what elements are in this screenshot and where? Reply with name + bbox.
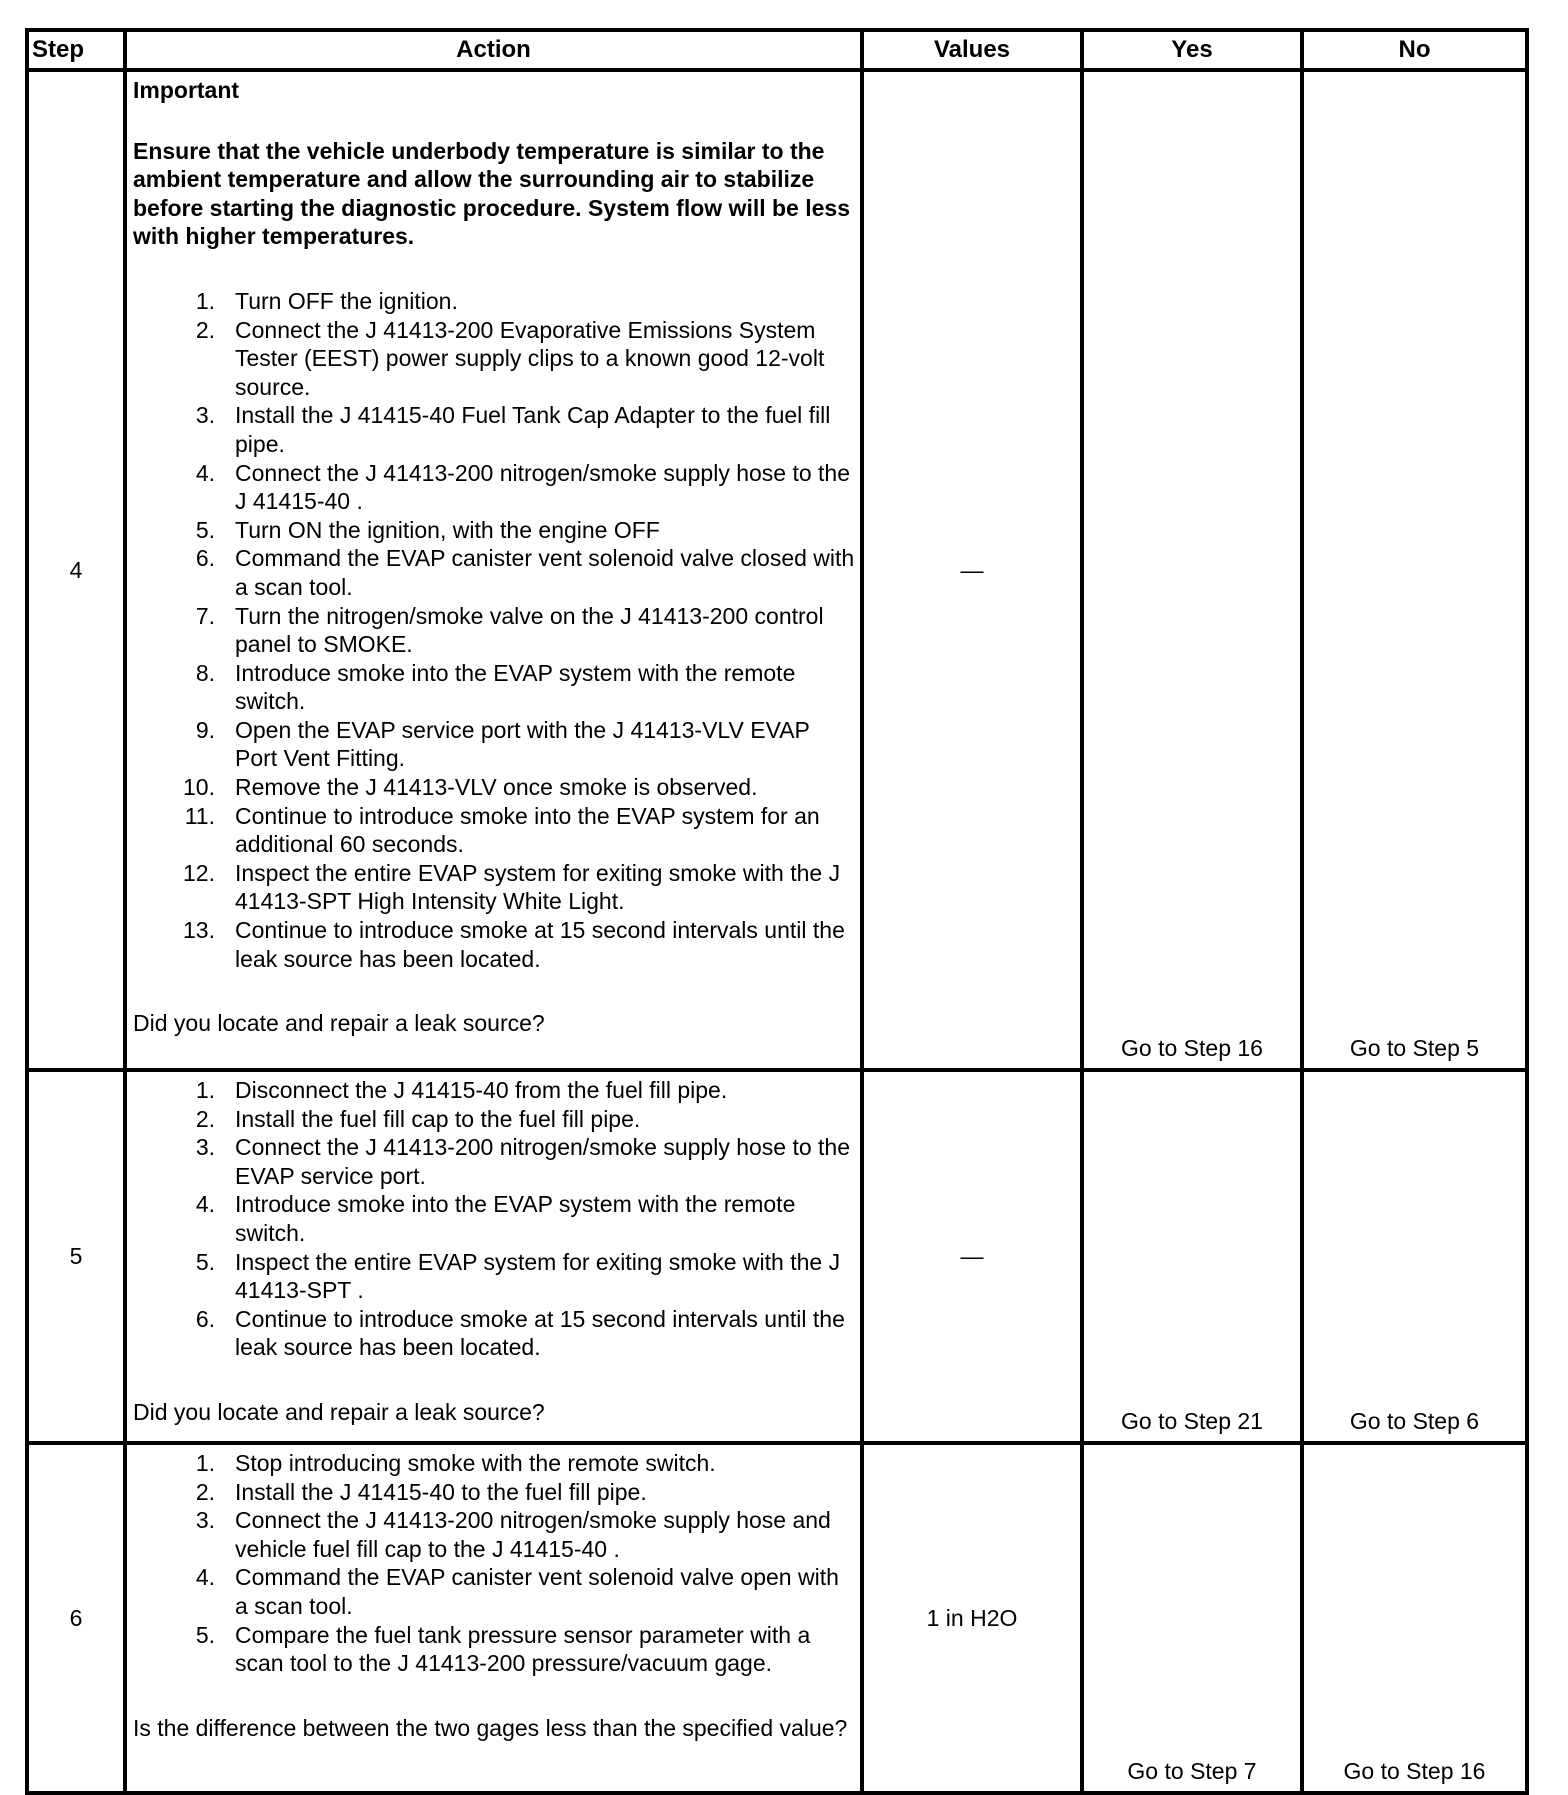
list-item <box>133 916 856 973</box>
list-item <box>133 1506 856 1563</box>
question-text: Did you locate and repair a leak source? <box>133 1398 545 1425</box>
list-item-number: 6. <box>195 545 215 572</box>
list-item-number: 1. <box>195 1077 215 1103</box>
list-item-text: Remove the J 41413-VLV once smoke is observed. <box>235 774 758 801</box>
list-item <box>133 1248 856 1305</box>
important-text: Ensure that the vehicle underbody temperature is similar to the ambient temperature and allow the surrounding air to stabilize before starting the diagnostic procedure. System flow will be less with higher temperatures. <box>133 137 850 250</box>
list-item-number: 2. <box>195 1478 215 1505</box>
list-item-number: 11. <box>184 802 215 829</box>
list-item-text: Connect the J 41413-200 Evaporative Emissions System Tester (EEST) power supply clips to a known good 12-volt source. <box>235 316 825 400</box>
list-item <box>133 602 856 659</box>
list-item-text: Continue to introduce smoke at 15 second intervals until the leak source has been located. <box>235 1305 845 1361</box>
list-item <box>133 859 856 916</box>
list-item <box>133 1105 856 1134</box>
list-item-text: Turn ON the ignition, with the engine OFF <box>235 516 660 543</box>
list-item-number: 2. <box>195 316 215 343</box>
list-item <box>133 1076 856 1105</box>
list-item <box>133 773 856 802</box>
value-cell: — <box>862 1070 1082 1443</box>
list-item <box>133 459 856 516</box>
list-item-text: Install the J 41415-40 Fuel Tank Cap Adapter to the fuel fill pipe. <box>235 402 831 457</box>
list-item-text: Stop introducing smoke with the remote switch. <box>235 1450 716 1476</box>
list-item-text: Inspect the entire EVAP system for exiting smoke with the J 41413-SPT . <box>235 1248 841 1304</box>
list-item-number: 3. <box>195 1507 215 1534</box>
procedure-list <box>133 287 856 973</box>
yes-cell: Go to Step 21 <box>1082 1070 1302 1443</box>
list-item-number: 13. <box>183 917 215 944</box>
list-item-number: 5. <box>195 516 215 543</box>
list-item-text: Install the fuel fill cap to the fuel fill pipe. <box>235 1105 641 1132</box>
no-cell: Go to Step 5 <box>1302 70 1527 1070</box>
important-label: Important <box>133 77 240 103</box>
list-item-number: 4. <box>195 459 215 486</box>
list-item-number: 9. <box>195 716 215 743</box>
list-item-number: 7. <box>195 602 215 629</box>
procedure-list <box>133 1076 856 1362</box>
no-cell: Go to Step 6 <box>1302 1070 1527 1443</box>
header-yes: Yes <box>1082 30 1302 70</box>
list-item-text: Open the EVAP service port with the J 41413-VLV EVAP Port Vent Fitting. <box>235 716 810 772</box>
list-item-text: Command the EVAP canister vent solenoid valve open with a scan tool. <box>235 1564 839 1619</box>
list-item-text: Connect the J 41413-200 nitrogen/smoke supply hose and vehicle fuel fill cap to the J 41415-40 . <box>235 1507 831 1562</box>
list-item <box>133 802 856 859</box>
table-row <box>27 1070 1527 1443</box>
list-item <box>133 401 856 458</box>
list-item-number: 1. <box>195 1450 215 1476</box>
header-values: Values <box>862 30 1082 70</box>
list-item-text: Connect the J 41413-200 nitrogen/smoke supply hose to the EVAP service port. <box>235 1134 851 1189</box>
list-item <box>133 1621 856 1678</box>
list-item <box>133 1305 856 1362</box>
step-number: 5 <box>27 1070 125 1443</box>
list-item-text: Connect the J 41413-200 nitrogen/smoke supply hose to the J 41415-40 . <box>235 459 851 515</box>
header-action: Action <box>125 30 862 70</box>
list-item <box>133 316 856 402</box>
action-cell <box>125 70 862 1070</box>
list-item <box>133 544 856 601</box>
list-item <box>133 716 856 773</box>
list-item-number: 4. <box>195 1191 215 1218</box>
list-item-text: Introduce smoke into the EVAP system with the remote switch. <box>235 659 796 715</box>
list-item-number: 6. <box>195 1305 215 1332</box>
diagnostic-table <box>25 28 1529 1795</box>
list-item-number: 5. <box>195 1621 215 1648</box>
question-text: Did you locate and repair a leak source? <box>133 1010 545 1037</box>
header-row <box>27 30 1527 70</box>
list-item <box>133 659 856 716</box>
list-item-number: 1. <box>195 287 215 314</box>
list-item <box>133 1133 856 1190</box>
list-item <box>133 1563 856 1620</box>
list-item-text: Command the EVAP canister vent solenoid valve closed with a scan tool. <box>235 545 855 600</box>
yes-cell: Go to Step 7 <box>1082 1443 1302 1793</box>
action-cell <box>125 1070 862 1443</box>
no-cell: Go to Step 16 <box>1302 1443 1527 1793</box>
list-item-text: Disconnect the J 41415-40 from the fuel fill pipe. <box>235 1077 728 1103</box>
header-step: Step <box>27 30 125 70</box>
list-item <box>133 1478 856 1507</box>
action-cell <box>125 1443 862 1793</box>
list-item-text: Inspect the entire EVAP system for exiting smoke with the J 41413-SPT High Intensity White Light. <box>235 859 841 915</box>
value-cell: — <box>862 70 1082 1070</box>
list-item <box>133 1190 856 1247</box>
value-cell: 1 in H2O <box>862 1443 1082 1793</box>
list-item-text: Compare the fuel tank pressure sensor parameter with a scan tool to the J 41413-200 pressure/vacuum gage. <box>235 1621 811 1677</box>
list-item-number: 8. <box>195 659 215 686</box>
step-number: 6 <box>27 1443 125 1793</box>
list-item-text: Turn the nitrogen/smoke valve on the J 41413-200 control panel to SMOKE. <box>235 602 824 658</box>
list-item <box>133 516 856 545</box>
list-item-number: 5. <box>195 1248 215 1275</box>
list-item-number: 3. <box>195 1134 215 1161</box>
question-text: Is the difference between the two gages less than the specified value? <box>133 1714 848 1741</box>
list-item-text: Introduce smoke into the EVAP system with the remote switch. <box>235 1191 796 1246</box>
list-item <box>133 287 856 316</box>
list-item-text: Turn OFF the ignition. <box>235 287 458 314</box>
list-item-text: Install the J 41415-40 to the fuel fill pipe. <box>235 1478 647 1505</box>
list-item-number: 10. <box>183 774 215 801</box>
step-number: 4 <box>27 70 125 1070</box>
list-item-number: 3. <box>195 402 215 429</box>
table-row <box>27 70 1527 1070</box>
list-item-number: 4. <box>195 1564 215 1591</box>
procedure-list <box>133 1449 856 1678</box>
list-item-number: 2. <box>195 1105 215 1132</box>
header-no: No <box>1302 30 1527 70</box>
yes-cell: Go to Step 16 <box>1082 70 1302 1070</box>
list-item-number: 12. <box>183 859 215 886</box>
list-item <box>133 1449 856 1478</box>
list-item-text: Continue to introduce smoke at 15 second intervals until the leak source has been located. <box>235 917 845 972</box>
list-item-text: Continue to introduce smoke into the EVAP system for an additional 60 seconds. <box>235 802 820 858</box>
table-row <box>27 1443 1527 1793</box>
